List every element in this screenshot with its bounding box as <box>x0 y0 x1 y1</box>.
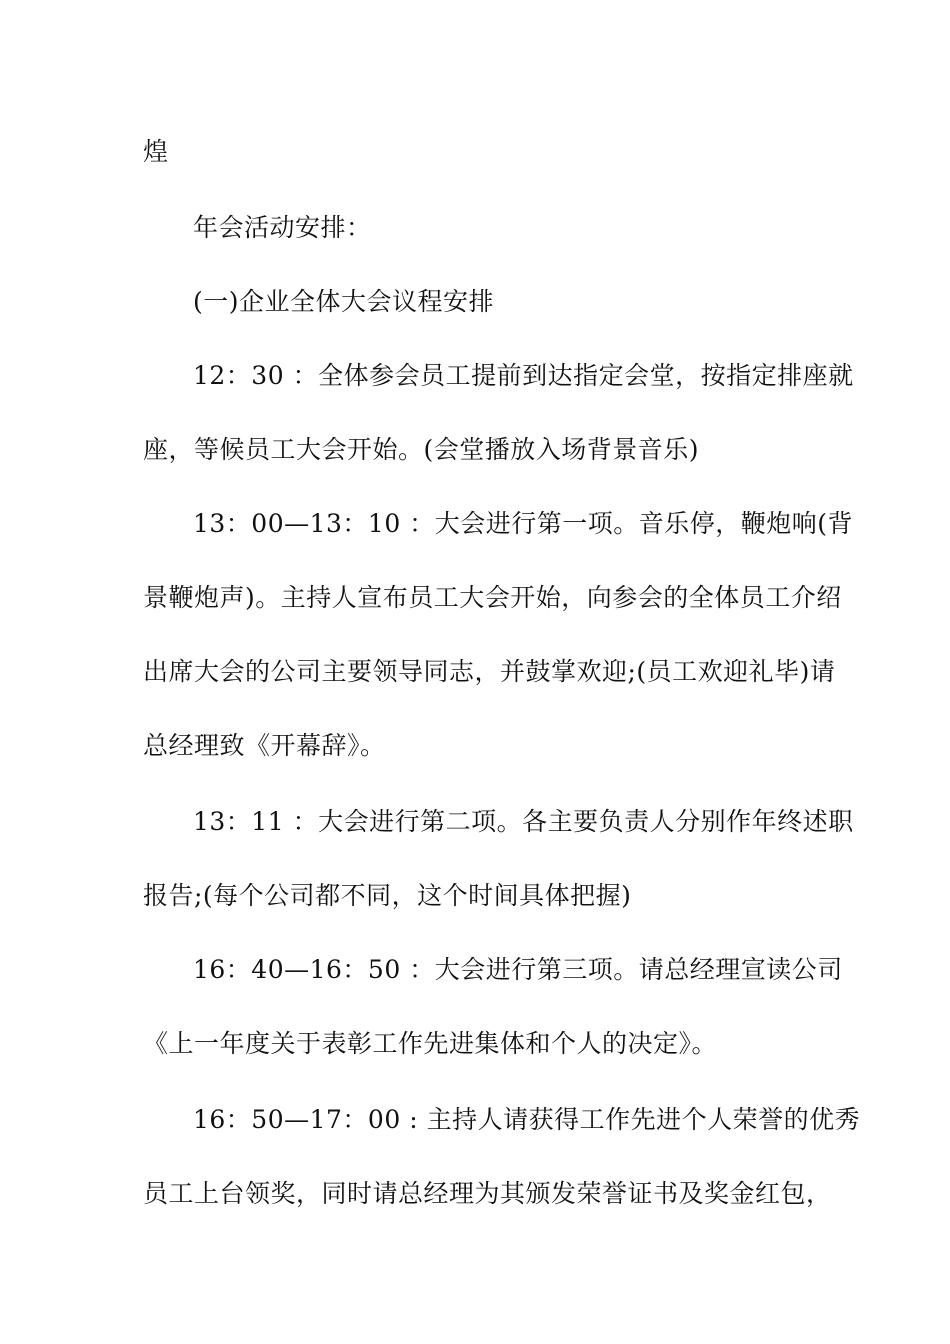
text-line-1: 煌 <box>143 137 169 166</box>
agenda-item-1-line-1: 12：30 ：全体参会员工提前到达指定会堂，按指定排座就 <box>193 361 854 390</box>
agenda-item-4-line-1: 16：40—16：50 ：大会进行第三项。请总经理宣读公司 <box>193 955 843 984</box>
agenda-item-2-line-1: 13：00—13：10 ：大会进行第一项。音乐停，鞭炮响(背 <box>193 509 853 538</box>
subsection-heading: (一)企业全体大会议程安排 <box>193 287 495 316</box>
agenda-item-5-line-1: 16：50—17：00 : 主持人请获得工作先进个人荣誉的优秀 <box>193 1105 861 1134</box>
agenda-item-4-line-2: 《上一年度关于表彰工作先进集体和个人的决定》。 <box>143 1029 718 1058</box>
agenda-item-3-line-2: 报告;(每个公司都不同，这个时间具体把握) <box>143 881 632 910</box>
agenda-item-1-line-2: 座，等候员工大会开始。(会堂播放入场背景音乐) <box>143 435 700 464</box>
agenda-item-3-line-1: 13：11 ：大会进行第二项。各主要负责人分别作年终述职 <box>193 807 854 836</box>
section-heading: 年会活动安排： <box>193 213 372 242</box>
agenda-item-2-line-2: 景鞭炮声)。主持人宣布员工大会开始，向参会的全体员工介绍 <box>143 583 842 612</box>
agenda-item-2-line-4: 总经理致《开幕辞》。 <box>143 731 386 760</box>
agenda-item-5-line-2: 员工上台领奖，同时请总经理为其颁发荣誉证书及奖金红包， <box>143 1179 832 1208</box>
agenda-item-2-line-3: 出席大会的公司主要领导同志，并鼓掌欢迎;(员工欢迎礼毕)请 <box>143 657 836 686</box>
